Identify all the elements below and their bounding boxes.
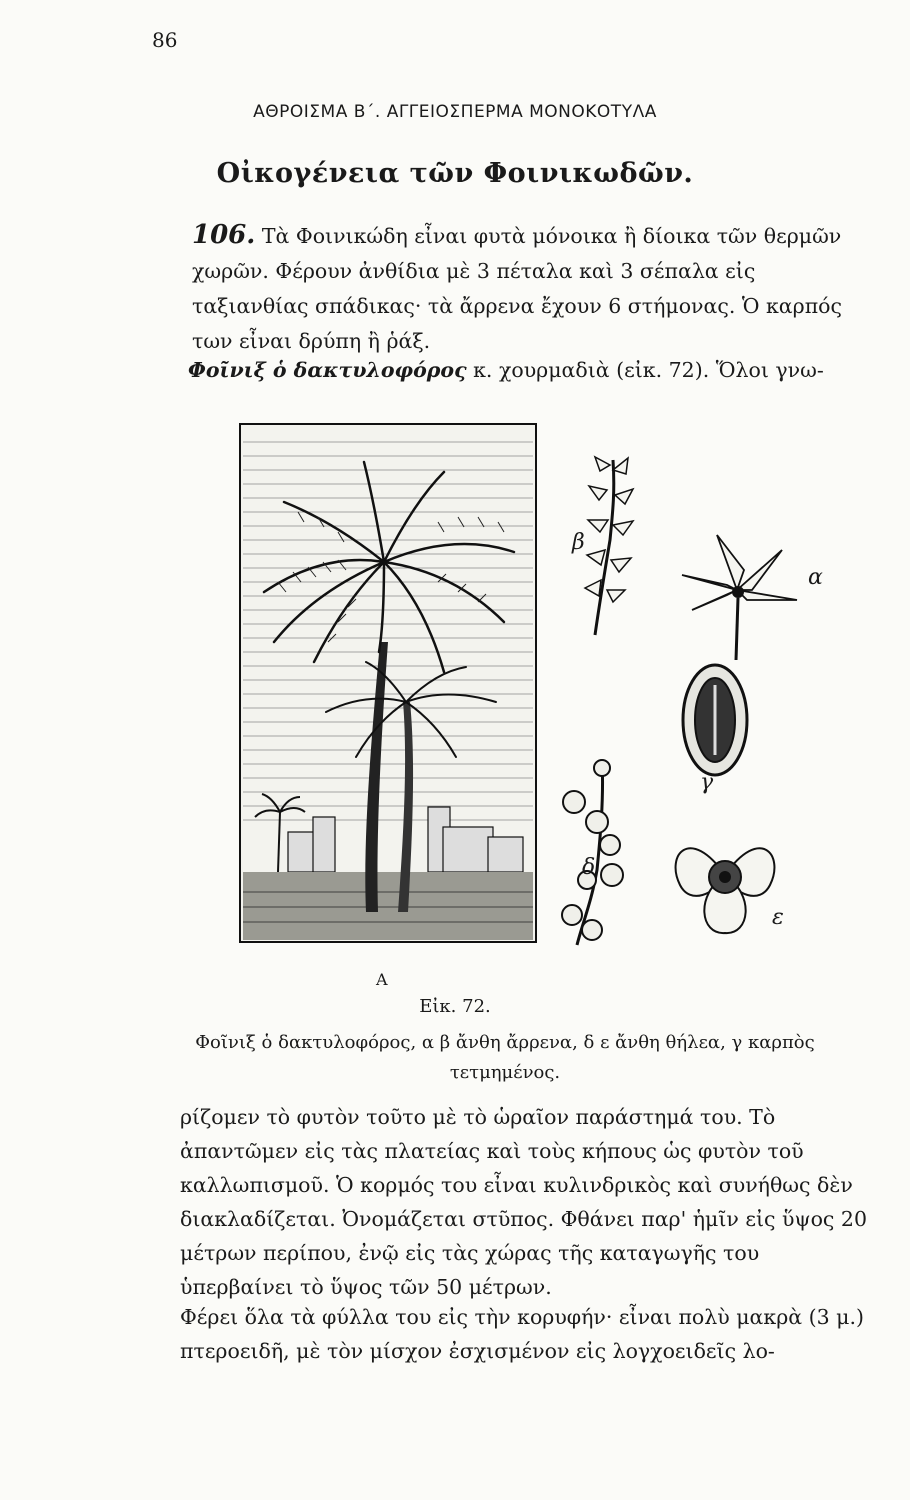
intro-paragraph — [192, 218, 872, 359]
section-title: Οἰκογένεια τῶν Φοινικωδῶν. — [216, 158, 694, 189]
female-flower-illustration — [660, 815, 790, 940]
figure-label-beta: β — [572, 530, 585, 555]
species-name: Φοῖνιξ ὁ δακτυλοφόρος — [188, 358, 467, 382]
cut-fruit-illustration — [675, 660, 755, 780]
figure-label-epsilon: ε — [772, 905, 784, 930]
figure-label-gamma: γ — [700, 770, 714, 795]
main-paragraph: ρίζομεν τὸ φυτὸν τοῦτο μὲ τὸ ὡραῖον παράστημά του. Τὸ ἀπαντῶμεν εἰς τὰς πλατείας καὶ τοὺς κήπους ὡς φυτὸν τοῦ καλλωπισμοῦ. Ὁ κορμός του εἶναι κυλινδρικὸς καὶ συνήθως δὲν διακλαδίζεται. Ὀνομάζεται στῦπος. Φθάνει παρ' ἡμῖν εἰς ὕψος 20 μέτρων περίπου, ἐνῷ εἰς τὰς χώρας τῆς καταγωγῆς του ὑπερβαίνει τὸ ὕψος τῶν 50 μέτρων. — [180, 1105, 868, 1299]
palm-tree-illustration — [238, 422, 538, 967]
figure-number: Εἰκ. 72. — [419, 996, 491, 1017]
figure-caption: Φοῖνιξ ὁ δακτυλοφόρος, α β ἄνθη ἄρρενα, δ ε ἄνθη θήλεα, γ καρπὸς τετμημένος. — [195, 1032, 815, 1083]
figure-label-A: Α — [376, 970, 388, 989]
species-rest: κ. χουρμαδιὰ (εἰκ. 72). Ὅλοι γνω- — [466, 358, 824, 382]
female-flower-sprig-illustration — [552, 750, 642, 950]
species-line — [188, 358, 824, 382]
running-header: ΑΘΡΟΙΣΜΑ Β΄. ΑΓΓΕΙΟΣΠΕΡΜΑ ΜΟΝΟΚΟΤΥΛΑ — [253, 102, 657, 122]
figure-label-alpha: α — [808, 565, 823, 590]
intro-text: Τὰ Φοινικώδη εἶναι φυτὰ μόνοικα ἢ δίοικα τῶν θερμῶν χωρῶν. Φέρουν ἀνθίδια μὲ 3 πέταλα καὶ 3 σέπαλα εἰς ταξιανθίας σπάδικας· τὰ ἄρρενα ἔχουν 6 στήμονας. Ὁ καρπός των εἶναι δρύπη ἢ ῥάξ. — [192, 224, 842, 353]
figure-label-delta: δ — [582, 855, 596, 880]
page-number: 86 — [152, 28, 178, 52]
second-paragraph: Φέρει ὅλα τὰ φύλλα του εἰς τὴν κορυφήν· εἶναι πολὺ μακρὰ (3 μ.) πτεροειδῆ, μὲ τὸν μίσχον ἐσχισμένον εἰς λογχοειδεῖς λο- — [180, 1305, 865, 1363]
male-flower-illustration — [672, 530, 802, 665]
paragraph-number: 106. — [192, 220, 256, 250]
